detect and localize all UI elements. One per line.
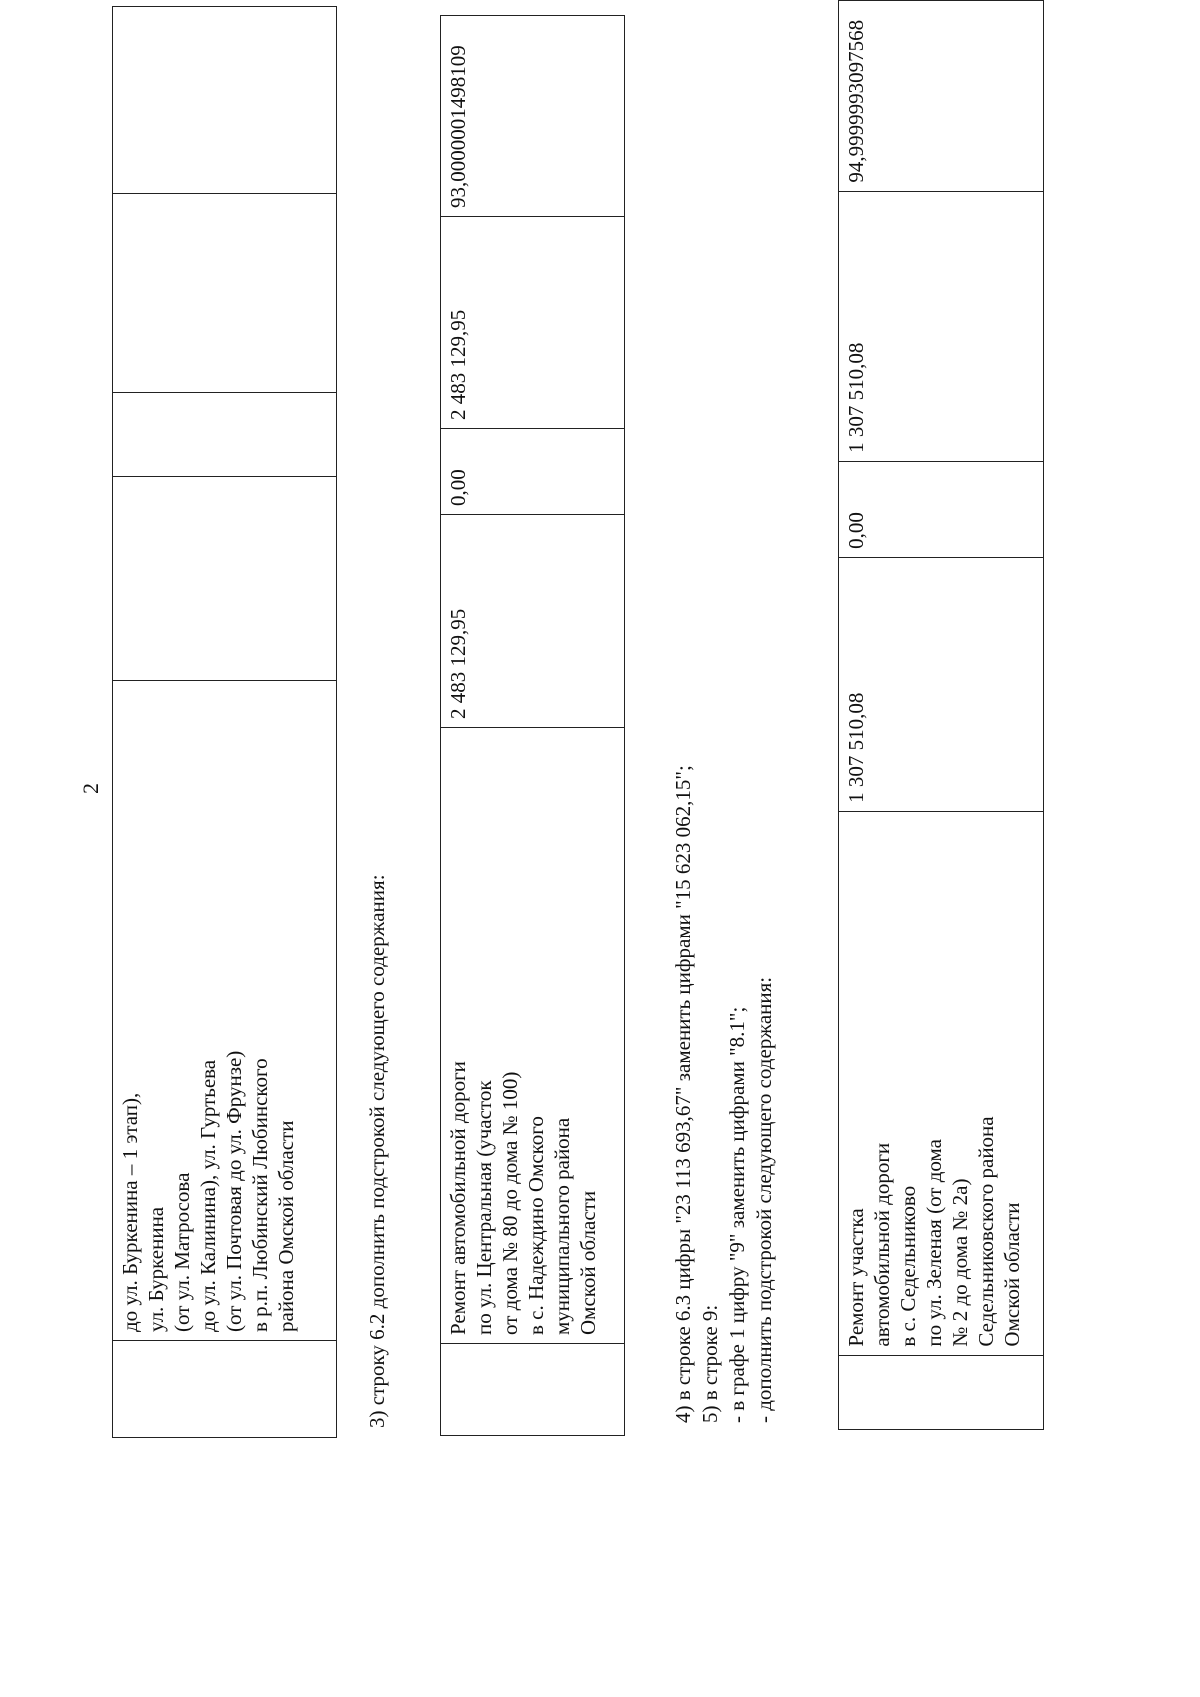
paragraph-3: 3) строку 6.2 дополнить подстрокой следующего содержания:: [365, 874, 389, 1428]
table-cell-number: [441, 1344, 625, 1436]
table-cell-amount-zero: [113, 393, 337, 477]
page-number: 2: [78, 783, 103, 794]
table-cell-number: [839, 1355, 1044, 1429]
table-cell-amount-zero: 0,00: [839, 461, 1044, 557]
table-cell-amount-total: 1 307 510,08: [839, 191, 1044, 461]
table-cell-amount: 2 483 129,95: [441, 515, 625, 728]
table-continuation: [112, 6, 337, 1438]
table-cell-percent: 94,9999993097568: [839, 1, 1044, 192]
table-row: [441, 16, 625, 1436]
table-cell-name: Ремонт участка автомобильной дороги в с. Седельниково по ул. Зеленая (от дома № 2 до дома № 2а) Седельниковского района Омской области: [839, 811, 1044, 1355]
table-cell-amount-zero: 0,00: [441, 429, 625, 515]
table-cell-amount-total: [113, 194, 337, 393]
table-cell-number: [113, 1341, 337, 1438]
table-row: [839, 1, 1044, 1430]
table-cell-amount-total: 2 483 129,95: [441, 217, 625, 429]
paragraph-5-line-2: - дополнить подстрокой следующего содержания:: [752, 976, 776, 1423]
table-subrow-9: [838, 0, 1044, 1430]
table-subrow-6-2: [440, 15, 625, 1436]
paragraph-5: 5) в строке 9:: [698, 1304, 722, 1423]
table-cell-percent: 93,0000001498109: [441, 16, 625, 217]
table-cell-name: Ремонт автомобильной дороги по ул. Центральная (участок от дома № 80 до дома № 100) в с. Надеждино Омского муниципального района Омской области: [441, 728, 625, 1344]
table-cell-amount: [113, 477, 337, 681]
table-cell-name: до ул. Буркенина – 1 этап), ул. Буркенина (от ул. Матросова до ул. Калинина), ул. Гуртьева (от ул. Почтовая до ул. Фрунзе) в р.п. Любинский Любинского района Омской области: [113, 681, 337, 1341]
table-cell-amount: 1 307 510,08: [839, 557, 1044, 811]
paragraph-4: 4) в строке 6.3 цифры "23 113 693,67" заменить цифрами "15 623 062,15";: [671, 765, 695, 1423]
table-cell-percent: [113, 7, 337, 194]
table-row: [113, 7, 337, 1438]
paragraph-5-line-1: - в графе 1 цифру "9" заменить цифрами "8.1";: [725, 1006, 749, 1423]
